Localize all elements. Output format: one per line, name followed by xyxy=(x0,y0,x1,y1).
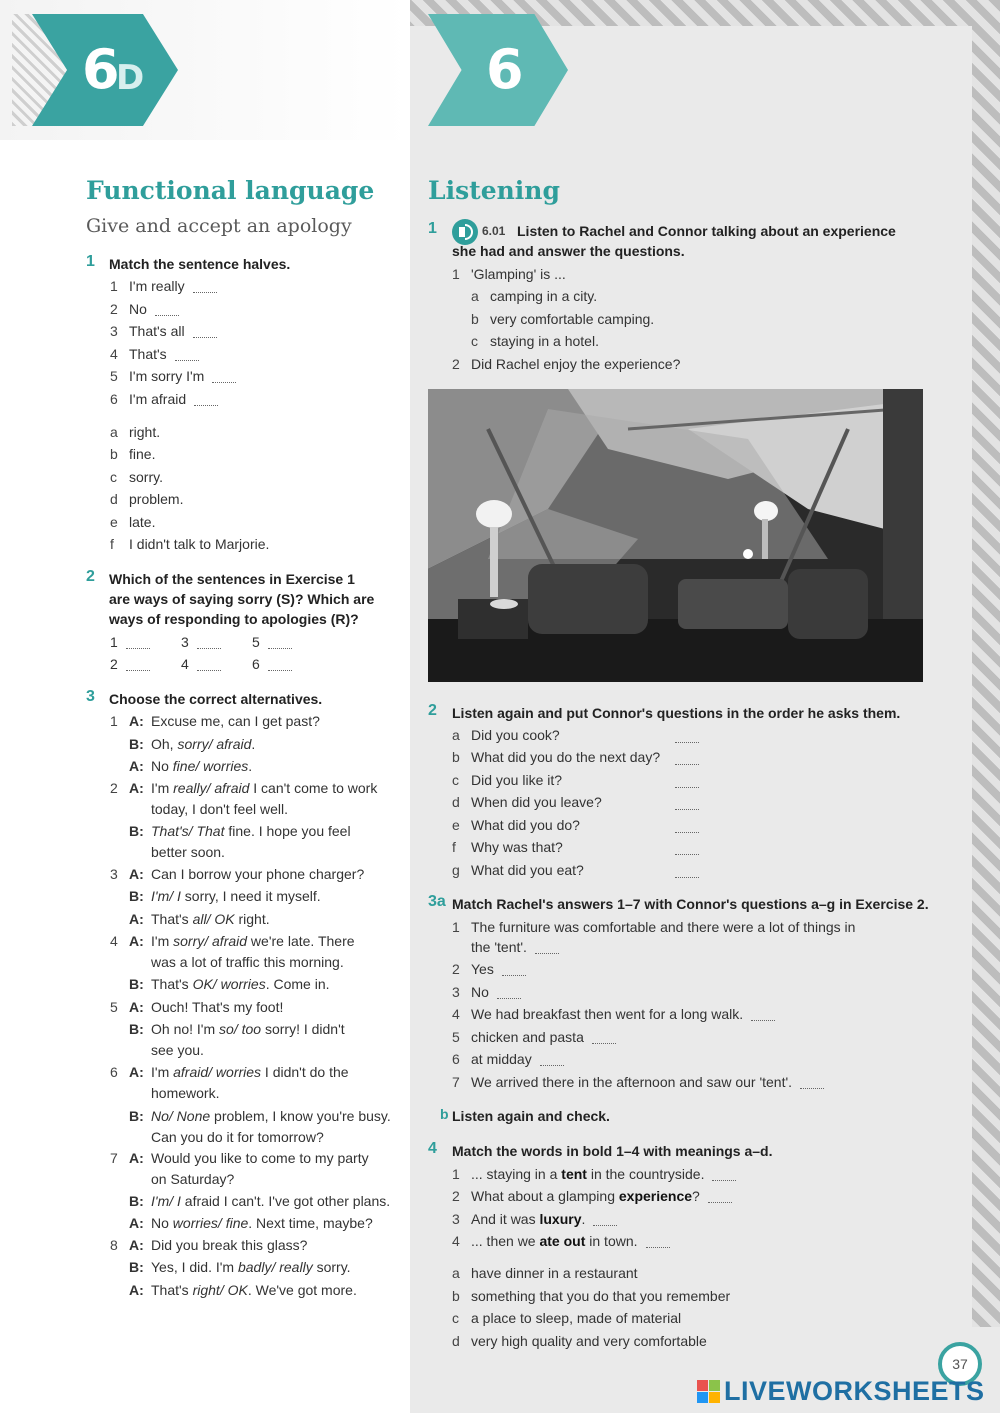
list-item: c Did you like it? xyxy=(452,772,563,788)
answer-slot: 6 xyxy=(252,654,292,674)
question: 2 Did Rachel enjoy the experience? xyxy=(452,356,681,372)
dialogue-line: A: That's right/ OK. We've got more. xyxy=(129,1282,357,1298)
dialogue-line: homework. xyxy=(151,1085,220,1101)
exercise-instruction: Listen again and check. xyxy=(452,1108,610,1124)
option-item: e late. xyxy=(110,514,156,530)
alternative-choice[interactable]: That's/ That xyxy=(151,823,225,839)
liveworksheets-logo-icon xyxy=(697,1380,721,1404)
list-item: b What did you do the next day? xyxy=(452,749,661,765)
alternative-choice[interactable]: afraid/ worries xyxy=(173,1064,262,1080)
brand-wordmark[interactable]: LIVEWORKSHEETS xyxy=(724,1376,985,1406)
dialogue-line: B: I'm/ I afraid I can't. I've got other plans. xyxy=(129,1193,391,1209)
sound-wave-icon xyxy=(465,224,473,240)
dialogue-line: A: That's all/ OK right. xyxy=(129,911,270,927)
answer-blank[interactable] xyxy=(197,637,221,649)
list-item: 1 The furniture was comfortable and there were a lot of things in xyxy=(452,919,856,935)
dialogue-line: 5 A: Ouch! That's my foot! xyxy=(110,999,284,1015)
exercise-number: 1 xyxy=(428,220,437,237)
list-item: 4 We had breakfast then went for a long walk. xyxy=(452,1004,775,1024)
exercise-number: 3a xyxy=(428,893,446,910)
answer-blank[interactable] xyxy=(126,637,150,649)
dialogue-line: 6 A: I'm afraid/ worries I didn't do the xyxy=(110,1064,349,1080)
exercise-instruction: Choose the correct alternatives. xyxy=(109,691,323,707)
dialogue-line: B: That's/ That fine. I hope you feel xyxy=(129,823,351,839)
answer-blank[interactable] xyxy=(675,776,699,788)
dialogue-line: was a lot of traffic this morning. xyxy=(151,954,344,970)
answer-blank[interactable] xyxy=(268,659,292,671)
dialogue-line: 1 A: Excuse me, can I get past? xyxy=(110,713,320,729)
alternative-choice[interactable]: so/ too xyxy=(219,1021,262,1037)
page-number: 37 xyxy=(938,1342,982,1386)
dialogue-line: A: No fine/ worries. xyxy=(129,758,253,774)
answer-slot: 5 xyxy=(252,632,292,652)
exercise-instruction: Match Rachel's answers 1–7 with Connor's questions a–g in Exercise 2. xyxy=(452,896,929,912)
list-item: d When did you leave? xyxy=(452,794,602,810)
dialogue-line: today, I don't feel well. xyxy=(151,801,289,817)
dialogue-line: 7 A: Would you like to come to my party xyxy=(110,1150,369,1166)
answer-blank[interactable] xyxy=(197,659,221,671)
list-item: 3 That's all xyxy=(110,321,217,341)
answer-blank[interactable] xyxy=(535,942,559,954)
alternative-choice[interactable]: right/ OK xyxy=(192,1282,248,1298)
list-item: 2 Yes xyxy=(452,959,526,979)
answer-blank[interactable] xyxy=(592,1032,616,1044)
list-item: f Why was that? xyxy=(452,839,563,855)
dialogue-line: B: Oh no! I'm so/ too sorry! I didn't xyxy=(129,1021,345,1037)
answer-blank[interactable] xyxy=(675,866,699,878)
list-item: 3 No xyxy=(452,982,521,1002)
alternative-choice[interactable]: I'm/ I xyxy=(151,1193,181,1209)
answer-blank[interactable] xyxy=(268,637,292,649)
dialogue-line: B: Oh, sorry/ afraid. xyxy=(129,736,256,752)
list-item: the 'tent'. xyxy=(471,937,559,957)
exercise-instruction: are ways of saying sorry (S)? Which are xyxy=(109,591,375,607)
dialogue-line: 3 A: Can I borrow your phone charger? xyxy=(110,866,365,882)
option-item: f I didn't talk to Marjorie. xyxy=(110,536,270,552)
answer-blank[interactable] xyxy=(212,371,236,383)
alternative-choice[interactable]: really/ afraid xyxy=(173,780,250,796)
list-item: 5 chicken and pasta xyxy=(452,1027,616,1047)
answer-blank[interactable] xyxy=(155,304,179,316)
dialogue-line: A: No worries/ fine. Next time, maybe? xyxy=(129,1215,373,1231)
option-item: c a place to sleep, made of material xyxy=(452,1310,682,1326)
option-item: a right. xyxy=(110,424,161,440)
exercise-number: 2 xyxy=(86,568,95,585)
list-item: 7 We arrived there in the afternoon and saw our 'tent'. xyxy=(452,1072,824,1092)
dialogue-line: B: No/ None problem, I know you're busy. xyxy=(129,1108,391,1124)
list-item: a Did you cook? xyxy=(452,727,560,743)
answer-blank[interactable] xyxy=(675,798,699,810)
answer-blank[interactable] xyxy=(675,843,699,855)
unit-number-left: 6 xyxy=(82,38,120,101)
answer-blank[interactable] xyxy=(540,1054,564,1066)
section-subtitle: Give and accept an apology xyxy=(86,215,352,237)
option-item: d very high quality and very comfortable xyxy=(452,1333,707,1349)
answer-blank[interactable] xyxy=(126,659,150,671)
exercise-instruction: Listen again and put Connor's questions in the order he asks them. xyxy=(452,705,901,721)
unit-lesson-letter: D xyxy=(116,58,145,98)
list-item: 2 No xyxy=(110,299,179,319)
exercise-instruction: ways of responding to apologies (R)? xyxy=(109,611,359,627)
exercise-instruction: she had and answer the questions. xyxy=(452,243,685,259)
list-item: 2 What about a glamping experience? xyxy=(452,1186,732,1206)
exercise-number: 1 xyxy=(86,253,95,270)
answer-slot: 1 xyxy=(110,632,150,652)
list-item: 6 I'm afraid xyxy=(110,389,218,409)
exercise-instruction: Which of the sentences in Exercise 1 xyxy=(109,571,355,587)
option-item[interactable]: c staying in a hotel. xyxy=(471,333,599,349)
list-item: 5 I'm sorry I'm xyxy=(110,366,236,386)
answer-blank[interactable] xyxy=(675,821,699,833)
option-item[interactable]: a camping in a city. xyxy=(471,288,598,304)
dialogue-line: 4 A: I'm sorry/ afraid we're late. There xyxy=(110,933,355,949)
option-item: b something that you do that you remember xyxy=(452,1288,731,1304)
answer-blank[interactable] xyxy=(646,1236,670,1248)
dialogue-line: see you. xyxy=(151,1042,204,1058)
list-item: g What did you eat? xyxy=(452,862,584,878)
list-item: 3 And it was luxury. xyxy=(452,1209,617,1229)
track-number: 6.01 xyxy=(482,224,506,238)
alternative-choice[interactable]: No/ None xyxy=(151,1108,211,1124)
question: 1 'Glamping' is ... xyxy=(452,266,566,282)
alternative-choice[interactable]: all/ OK xyxy=(192,911,235,927)
alternative-choice[interactable]: badly/ really xyxy=(237,1259,313,1275)
exercise-instruction: Listen to Rachel and Connor talking about an experience xyxy=(517,223,896,239)
dialogue-line: B: Yes, I did. I'm badly/ really sorry. xyxy=(129,1259,351,1275)
answer-blank[interactable] xyxy=(751,1009,775,1021)
answer-blank[interactable] xyxy=(593,1214,617,1226)
dialogue-line: B: I'm/ I sorry, I need it myself. xyxy=(129,888,321,904)
alternative-choice[interactable]: I'm/ I xyxy=(151,888,181,904)
list-item: e What did you do? xyxy=(452,817,580,833)
answer-blank[interactable] xyxy=(193,326,217,338)
answer-blank[interactable] xyxy=(675,753,699,765)
answer-slot: 2 xyxy=(110,654,150,674)
alternative-choice[interactable]: OK/ worries xyxy=(192,976,266,992)
option-item: a have dinner in a restaurant xyxy=(452,1265,638,1281)
answer-blank[interactable] xyxy=(175,349,199,361)
dialogue-line: Can you do it for tomorrow? xyxy=(151,1129,324,1145)
exercise-instruction: Match the words in bold 1–4 with meanings a–d. xyxy=(452,1143,773,1159)
exercise-number: 4 xyxy=(428,1140,437,1157)
option-item: c sorry. xyxy=(110,469,163,485)
answer-blank[interactable] xyxy=(800,1077,824,1089)
list-item: 1 I'm really xyxy=(110,276,217,296)
answer-blank[interactable] xyxy=(675,731,699,743)
tent-interior-illustration xyxy=(428,389,923,682)
dialogue-line: better soon. xyxy=(151,844,225,860)
section-title-listening: Listening xyxy=(428,176,560,205)
answer-slot: 4 xyxy=(181,654,221,674)
alternative-choice[interactable]: fine/ worries xyxy=(172,758,249,774)
answer-blank[interactable] xyxy=(502,964,526,976)
section-title-functional-language: Functional language xyxy=(86,176,375,205)
alternative-choice[interactable]: sorry/ afraid xyxy=(173,933,248,949)
answer-blank[interactable] xyxy=(712,1169,736,1181)
answer-blank[interactable] xyxy=(708,1191,732,1203)
exercise-number: 2 xyxy=(428,702,437,719)
option-item: d problem. xyxy=(110,491,184,507)
option-item: b fine. xyxy=(110,446,156,462)
exercise-instruction: Match the sentence halves. xyxy=(109,256,291,272)
option-item[interactable]: b very comfortable camping. xyxy=(471,311,655,327)
list-item: 6 at midday xyxy=(452,1049,564,1069)
dialogue-line: B: That's OK/ worries. Come in. xyxy=(129,976,330,992)
answer-blank[interactable] xyxy=(497,987,521,999)
answer-slot: 3 xyxy=(181,632,221,652)
answer-blank[interactable] xyxy=(193,281,217,293)
answer-blank[interactable] xyxy=(194,394,218,406)
alternative-choice[interactable]: sorry/ afraid xyxy=(177,736,252,752)
exercise-part-label: b xyxy=(440,1106,449,1122)
dialogue-line: 2 A: I'm really/ afraid I can't come to work xyxy=(110,780,378,796)
dialogue-line: on Saturday? xyxy=(151,1171,235,1187)
glamping-tent-photo xyxy=(428,389,923,682)
dialogue-line: 8 A: Did you break this glass? xyxy=(110,1237,308,1253)
unit-number-right: 6 xyxy=(486,38,524,101)
list-item: 4 ... then we ate out in town. xyxy=(452,1231,670,1251)
list-item: 4 That's xyxy=(110,344,199,364)
list-item: 1 ... staying in a tent in the countryside. xyxy=(452,1164,736,1184)
exercise-number: 3 xyxy=(86,688,95,705)
alternative-choice[interactable]: worries/ fine xyxy=(172,1215,249,1231)
